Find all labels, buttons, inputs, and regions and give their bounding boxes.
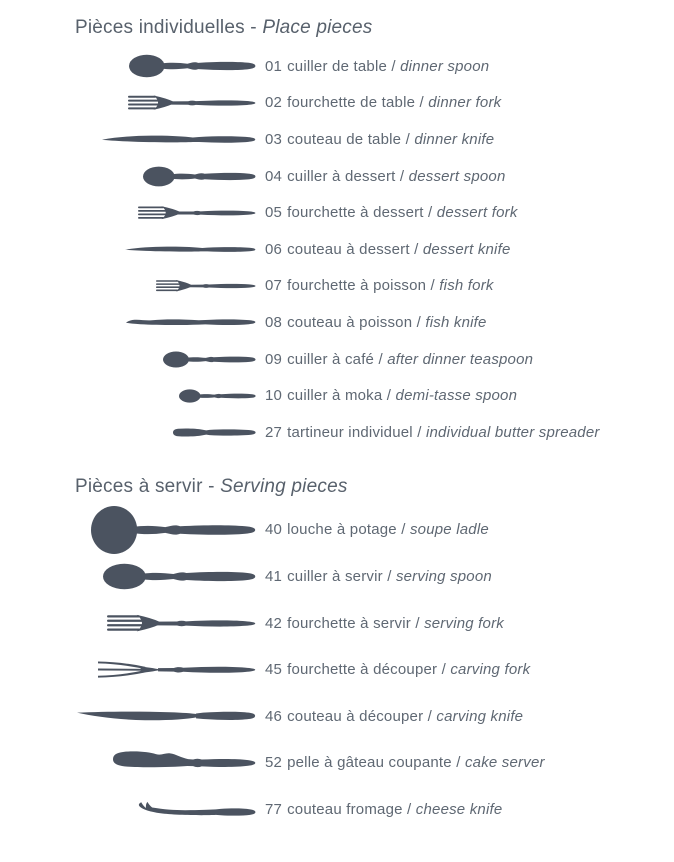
item-name-fr: louche à potage: [287, 521, 397, 539]
item-name-fr: fourchette à dessert: [287, 204, 424, 222]
item-code: 07: [265, 277, 283, 295]
label-separator: /: [374, 350, 388, 368]
item-name-fr: cuiller à moka: [287, 387, 383, 405]
item-code: 52: [265, 754, 283, 772]
icon-cell: [60, 750, 256, 775]
icon-cell: [60, 316, 256, 328]
item-name-en: carving knife: [436, 707, 524, 725]
item-code: 01: [265, 57, 283, 75]
catalog-row: [60, 740, 674, 787]
catalog-row: [60, 414, 674, 451]
butter-spreader-icon: [173, 427, 256, 438]
item-label: [265, 168, 505, 185]
item-code: 09: [265, 350, 283, 368]
fish-fork-icon: [156, 278, 256, 294]
icon-cell: [60, 427, 256, 438]
carving-fork-icon: [98, 660, 256, 679]
section-title: [75, 14, 674, 42]
item-code: 06: [265, 240, 283, 258]
item-label: [265, 351, 533, 368]
item-code: 40: [265, 521, 283, 539]
catalog-row: [60, 600, 674, 647]
item-name-en: demi-tasse spoon: [395, 387, 518, 405]
label-separator: /: [410, 614, 425, 632]
icon-cell: [60, 244, 256, 255]
item-name-en: individual butter spreader: [425, 423, 600, 441]
item-name-en: serving fork: [424, 614, 504, 632]
label-separator: /: [395, 167, 409, 185]
label-separator: /: [412, 313, 426, 331]
item-code: 45: [265, 661, 283, 679]
dinner-spoon-icon: [129, 54, 256, 78]
icon-cell: [60, 166, 256, 187]
catalog-row: [60, 121, 674, 158]
item-label: [265, 754, 545, 771]
catalog-row: [60, 194, 674, 231]
catalog-row: [60, 553, 674, 600]
serving-pieces-section: [60, 473, 674, 833]
item-name-en: serving spoon: [395, 567, 492, 585]
item-name-en: carving fork: [450, 661, 531, 679]
section-title-separator: -: [244, 17, 263, 38]
catalog-row: [60, 377, 674, 414]
item-code: 41: [265, 567, 283, 585]
item-code: 03: [265, 130, 283, 148]
cake-server-icon: [113, 750, 256, 775]
label-separator: /: [412, 423, 426, 441]
fish-knife-icon: [126, 316, 256, 328]
catalog-row: [60, 268, 674, 305]
icon-cell: [60, 660, 256, 679]
icon-cell: [60, 93, 256, 113]
icon-cell: [60, 351, 256, 368]
item-name-fr: fourchette de table: [287, 94, 416, 112]
item-name-en: dessert knife: [422, 240, 511, 258]
serving-fork-icon: [107, 612, 256, 635]
item-label: [265, 131, 494, 148]
item-name-fr: fourchette à poisson: [287, 277, 427, 295]
item-name-en: fish fork: [439, 277, 494, 295]
label-separator: /: [382, 387, 396, 405]
item-code: 42: [265, 614, 283, 632]
catalog-row: [60, 646, 674, 693]
item-code: 02: [265, 94, 283, 112]
item-label: [265, 568, 492, 585]
section-title: [75, 473, 674, 501]
item-name-en: soupe ladle: [409, 521, 489, 539]
dinner-knife-icon: [102, 132, 256, 147]
item-name-fr: tartineur individuel: [287, 423, 413, 441]
catalog-row: [60, 231, 674, 268]
catalog-row: [60, 48, 674, 85]
item-name-fr: couteau à dessert: [287, 240, 410, 258]
item-name-fr: cuiller à café: [287, 350, 375, 368]
item-name-en: after dinner teaspoon: [387, 350, 534, 368]
item-name-fr: cuiller à dessert: [287, 167, 396, 185]
item-label: [265, 661, 530, 678]
label-separator: /: [423, 707, 437, 725]
item-label: [265, 615, 504, 632]
label-separator: /: [451, 754, 465, 772]
place-pieces-list: [60, 48, 674, 451]
item-name-fr: fourchette à servir: [287, 614, 411, 632]
icon-cell: [60, 563, 256, 590]
item-name-en: cake server: [464, 754, 545, 772]
icon-cell: [60, 506, 256, 554]
icon-cell: [60, 278, 256, 294]
icon-cell: [60, 389, 256, 403]
cheese-knife-icon: [138, 801, 256, 818]
item-name-en: dessert spoon: [408, 167, 506, 185]
label-separator: /: [382, 567, 396, 585]
label-separator: /: [387, 57, 401, 75]
label-separator: /: [396, 521, 410, 539]
section-title-fr: Pièces individuelles: [75, 17, 245, 38]
item-label: [265, 94, 501, 111]
catalog-row: [60, 507, 674, 554]
item-label: [265, 521, 489, 538]
soup-ladle-icon: [91, 506, 256, 554]
catalog-row: [60, 158, 674, 195]
catalog-row: [60, 85, 674, 122]
item-name-fr: pelle à gâteau coupante: [287, 754, 452, 772]
teaspoon-icon: [163, 351, 256, 368]
label-separator: /: [423, 204, 437, 222]
section-title-separator: -: [202, 475, 221, 497]
item-name-fr: couteau à poisson: [287, 313, 413, 331]
item-label: [265, 241, 511, 258]
item-code: 77: [265, 800, 283, 818]
item-code: 27: [265, 423, 283, 441]
item-name-fr: couteau à découper: [287, 707, 424, 725]
item-label: [265, 801, 502, 818]
item-name-fr: couteau fromage: [287, 800, 403, 818]
item-code: 08: [265, 313, 283, 331]
item-code: 10: [265, 387, 283, 405]
dinner-fork-icon: [128, 93, 256, 113]
item-label: [265, 58, 489, 75]
catalog-row: [60, 786, 674, 833]
label-separator: /: [437, 661, 451, 679]
item-name-fr: cuiller de table: [287, 57, 388, 75]
label-separator: /: [426, 277, 440, 295]
catalog-row: [60, 304, 674, 341]
item-name-fr: fourchette à découper: [287, 661, 438, 679]
icon-cell: [60, 801, 256, 818]
item-label: [265, 424, 600, 441]
item-label: [265, 204, 518, 221]
item-code: 46: [265, 707, 283, 725]
item-name-fr: cuiller à servir: [287, 567, 383, 585]
icon-cell: [60, 708, 256, 725]
place-pieces-section: [60, 14, 674, 451]
serving-spoon-icon: [103, 563, 256, 590]
item-name-en: cheese knife: [415, 800, 503, 818]
section-title-en: Serving pieces: [220, 475, 348, 497]
section-title-en: Place pieces: [262, 17, 373, 38]
demi-tasse-spoon-icon: [179, 389, 256, 403]
catalog-row: [60, 693, 674, 740]
item-label: [265, 277, 494, 294]
label-separator: /: [415, 94, 429, 112]
item-code: 05: [265, 204, 283, 222]
item-label: [265, 708, 523, 725]
label-separator: /: [401, 130, 415, 148]
item-name-en: dinner fork: [428, 94, 502, 112]
label-separator: /: [402, 800, 416, 818]
icon-cell: [60, 204, 256, 222]
item-name-en: dessert fork: [436, 204, 518, 222]
carving-knife-icon: [77, 708, 256, 725]
dessert-spoon-icon: [143, 166, 256, 187]
label-separator: /: [409, 240, 423, 258]
item-label: [265, 387, 517, 404]
icon-cell: [60, 132, 256, 147]
dessert-fork-icon: [138, 204, 256, 222]
item-name-en: dinner knife: [414, 130, 495, 148]
item-code: 04: [265, 167, 283, 185]
item-name-fr: couteau de table: [287, 130, 402, 148]
icon-cell: [60, 54, 256, 78]
item-label: [265, 314, 487, 331]
item-name-en: fish knife: [425, 313, 487, 331]
catalog-row: [60, 341, 674, 378]
dessert-knife-icon: [125, 244, 256, 255]
section-title-fr: Pièces à servir: [75, 475, 203, 497]
item-name-en: dinner spoon: [400, 57, 490, 75]
icon-cell: [60, 612, 256, 635]
serving-pieces-list: [60, 507, 674, 833]
